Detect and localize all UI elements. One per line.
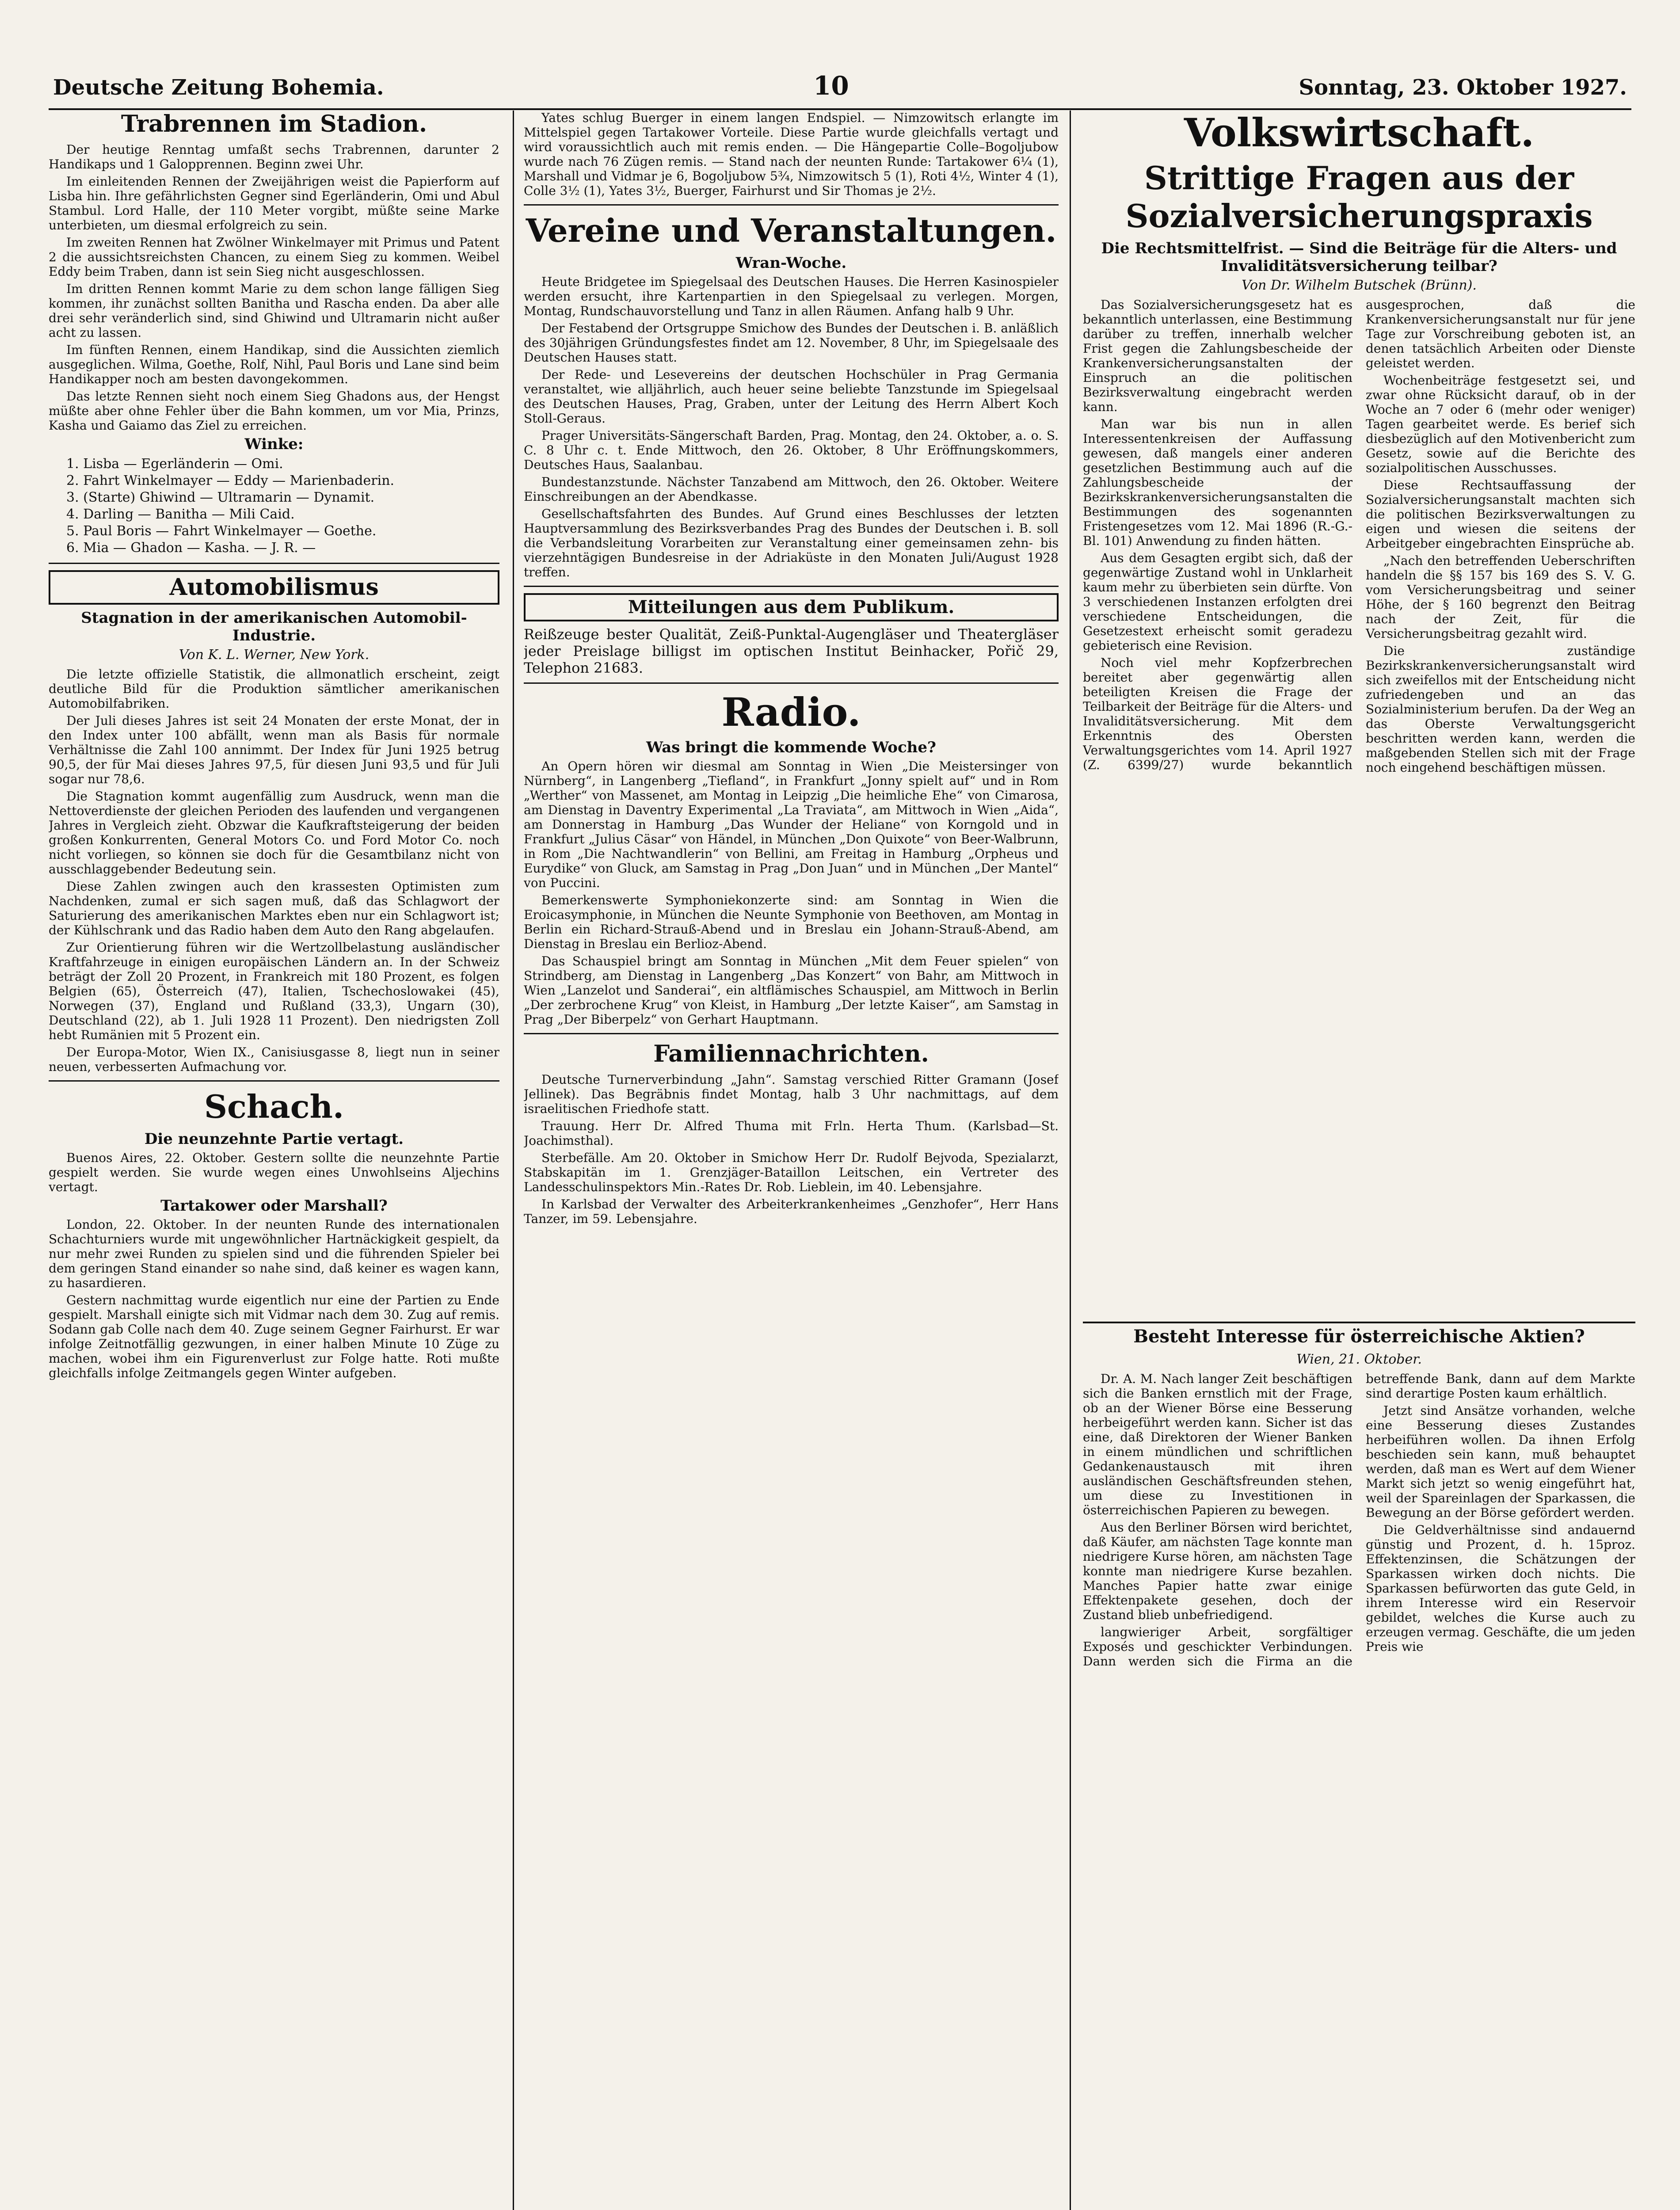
paragraph: Yates schlug Buerger in einem langen Endspiel. — Nimzowitsch erlangte im Mittelspiel gegen Tartakower Vorteile. Diese Partie wurde gleichfalls vertagt und wird voraussichtlich auch mit remis enden. — Die Hängepartie Colle–Bogoljubow wurde nach 76 Zügen remis. — Stand nach der neunten Runde: Tartakower 6¼ (1), Marshall und Vidmar je 6, Bogoljubow 5¾, Nimzowitsch 5 (1), Roti 4½, Winter 4 (1), Colle 3½ (1), Yates 3½, Buerger, Fairhurst und Sir Thomas je 2½. <box>524 110 1059 198</box>
two-column-body <box>1083 1372 1635 1669</box>
paragraph: Gesellschaftsfahrten des Bundes. Auf Grund eines Beschlusses der letzten Hauptversammlung des Bezirksverbandes Prag des Bundes der Deutschen i. B. soll die Verbandsleitung Vorarbeiten zur Veranstaltung einer gemeinsamen zehn- bis vierzehntägigen Bundesreise in der Adriaküste in den Monaten Juli/August 1928 treffen. <box>524 507 1059 579</box>
paragraph: Prager Universitäts-Sängerschaft Barden, Prag. Montag, den 24. Oktober, a. o. S. C. 8 Uhr c. t. Ende Mittwoch, den 26. Oktober, 8 Uhr Eröffnungskommers, Deutsches Haus, Saalanbau. <box>524 428 1059 472</box>
paragraph: Man war bis nun in allen Interessentenkreisen der Auffassung gewesen, daß mangels einer anderen gesetzlichen Bestimmung auch auf die Zahlungsbescheide der Bezirkskrankenversicherungsanstalten die Bestimmungen des sogenannten Fristengesetzes vom 12. Mai 1896 (R.-G.-Bl. 101) Anwendung zu finden hätten. <box>1083 417 1352 548</box>
column-left <box>49 110 499 2210</box>
paragraph: Im zweiten Rennen hat Zwölner Winkelmayer mit Primus und Patent 2 die aussichtsreichsten Chancen, zu einem Sieg zu kommen. Weibel Eddy beim Traben, dann ist sein Sieg nicht ausgeschlossen. <box>49 235 499 279</box>
divider <box>524 1033 1059 1034</box>
paragraph: Im dritten Rennen kommt Marie zu dem schon lange fälligen Sieg kommen, ihr zunächst sollten Banitha und Rascha enden. Da aber alle drei sehr veränderlich sind, sind Ghiwind und Ultramarin nicht außer acht zu lassen. <box>49 282 499 340</box>
paragraph: langwieriger Arbeit, sorgfältiger Exposés und geschickter Verbindungen. Dann werden sich die Firma an die betreffende Bank, dann auf dem Markte sind derartige Posten kaum erhältlich. <box>1083 1372 1635 1669</box>
tips-list <box>66 456 499 556</box>
two-column-body <box>1083 297 1635 775</box>
article-familien <box>524 1040 1059 1226</box>
section-title: Mitteilungen aus dem Publikum. <box>524 593 1059 621</box>
page-header <box>53 66 1627 106</box>
paragraph: In Karlsbad der Verwalter des Arbeiterkrankenheimes „Genzhofer“, Herr Hans Tanzer, im 59. Lebensjahre. <box>524 1197 1059 1226</box>
article-volkswirtschaft <box>1083 110 1635 775</box>
column-divider-2 <box>1070 110 1071 2210</box>
paragraph: Diese Rechtsauffassung der Sozialversicherungsanstalt machten sich die politischen Bezirksverwaltungen zu eigen und wiesen die seitens der Arbeitgeber eingebrachten Einsprüche ab. <box>1366 478 1635 551</box>
advertisement-text: Reißzeuge bester Qualität, Zeiß-Punktal-Augengläser und Theatergläser jeder Preislage billigst im optischen Institut Beinhacker, Pořič 29, Telephon 21683. <box>524 626 1059 676</box>
paragraph: Zur Orientierung führen wir die Wertzollbelastung ausländischer Kraftfahrzeuge in einigen europäischen Ländern an. In der Schweiz beträgt der Zoll 20 Prozent, in Frankreich mit 180 Prozent, es folgen Belgien (65), Österreich (47), Italien, Tschechoslowakei (45), Norwegen (37), England und Rußland (33,3), Ungarn (30), Deutschland (22), ab 1. Juli 1928 11 Prozent). Den niedrigsten Zoll hebt Rumänien mit 5 Prozent ein. <box>49 940 499 1042</box>
paragraph: Die zuständige Bezirkskrankenversicherungsanstalt wird sich zweifellos mit der Entscheidung nicht zufriedengeben und an das Sozialministerium berufen. Da der Weg an das Oberste Verwaltungsgericht beschritten werden kann, werden die maßgebenden Stellen sich mit der Frage noch eingehend beschäftigen müssen. <box>1366 644 1635 775</box>
paragraph: Der Juli dieses Jahres ist seit 24 Monaten der erste Monat, der in den Index unter 100 abfällt, wenn man als Basis für normale Verhältnisse die Zahl 100 annimmt. Der Index für Juni 1925 betrug 90,5, der für Mai dieses Jahres 97,5, für diesen Juni 93,5 und für Juli sogar nur 78,6. <box>49 713 499 786</box>
tip-item: 1. Lisba — Egerländerin — Omi. <box>66 456 283 472</box>
paragraph: Heute Bridgetee im Spiegelsaal des Deutschen Hauses. Die Herren Kasinospieler werden ersucht, ihre Kartenpartien in den Spiegelsaal zu verlegen. Morgen, Montag, Rundschauvorstellung und Tanz in allen Räumen. Anfang halb 9 Uhr. <box>524 274 1059 318</box>
paragraph: Gestern nachmittag wurde eigentlich nur eine der Partien zu Ende gespielt. Marshall einigte sich mit Vidmar nach dem 30. Zug auf remis. Sodann gab Colle nach dem 40. Zuge seinem Gegner Fairhurst. Er war infolge Zeitnotfällig gezwungen, in einer halben Minute 10 Züge zu machen, wobei ihm ein Figurenverlust zur Folge hatte. Roti mußte gleichfalls infolge Zeitmangels gegen Winter aufgeben. <box>49 1293 499 1380</box>
paragraph: Im fünften Rennen, einem Handikap, sind die Aussichten ziemlich ausgeglichen. Wilma, Goethe, Rolf, Nihl, Paul Boris und Lane sind beim Handikapper noch am besten davongekommen. <box>49 343 499 386</box>
paragraph: Im einleitenden Rennen der Zweijährigen weist die Papierform auf Lisba hin. Ihre gefährlichsten Gegner sind Egerländerin, Omi und Abul Stambul. Lord Halle, der 110 Meter vorgibt, müßte seine Marke unterbieten, um diesmal erfolgreich zu sein. <box>49 174 499 232</box>
article-subtitle: Die Rechtsmittelfrist. — Sind die Beiträge für die Alters- und Invaliditätsversicherung teilbar? <box>1101 240 1617 275</box>
paragraph: London, 22. Oktober. In der neunten Runde des internationalen Schachturniers wurde mit ungewöhnlicher Hartnäckigkeit gespielt, da nur mehr zwei Runden zu spielen sind und die führenden Spieler bei dem geringen Stand einander so nahe sind, daß keiner es wagen kann, zu hasardieren. <box>49 1217 499 1290</box>
article-automobilismus <box>49 570 499 1074</box>
tip-item: 4. Darling — Banitha — Mili Caid. <box>66 507 295 522</box>
paragraph: Jetzt sind Ansätze vorhanden, welche eine Besserung dieses Zustandes herbeiführen wollen. Da ihnen Erfolg beschieden sein kann, muß behauptet werden, daß man es Wert auf dem Wiener Markt sich jetzt so wenig eingeführt hat, weil der Spareinlagen der Sparkassen, die Bewegung an der Börse gefördert werden. <box>1366 1403 1635 1520</box>
tip-item: 6. Mia — Ghadon — Kasha. — J. R. — <box>66 540 316 556</box>
divider <box>524 682 1059 684</box>
paragraph: Der heutige Renntag umfaßt sechs Trabrennen, darunter 2 Handikaps und 1 Galopprennen. Beginn zwei Uhr. <box>49 142 499 171</box>
page-number: 10 <box>813 71 849 101</box>
section-title: Familiennachrichten. <box>653 1040 929 1067</box>
dateline: Wien, 21. Oktober. <box>1296 1352 1422 1367</box>
paragraph: Der Rede- und Lesevereins der deutschen Hochschüler in Prag Germania veranstaltet, wie alljährlich, auch heuer seine beliebte Tanzstunde im Spiegelsaal des Deutschen Hauses, Prag, Graben, unter der Leitung des Herrn Albert Koch Stoll-Geraus. <box>524 367 1059 426</box>
issue-date: Sonntag, 23. Oktober 1927. <box>1299 75 1627 100</box>
paragraph: Der Europa-Motor, Wien IX., Canisiusgasse 8, liegt nun in seiner neuen, verbesserten Aufmachung vor. <box>49 1045 499 1074</box>
divider <box>49 1080 499 1082</box>
article-headline: Strittige Fragen aus der Sozialversicherungspraxis <box>1125 159 1593 235</box>
tips-label: Winke: <box>244 435 304 453</box>
article-title: Trabrennen im Stadion. <box>121 110 427 137</box>
column-right-bottom <box>1083 1326 1635 2210</box>
section-title: Schach. <box>204 1088 344 1125</box>
paragraph: Die Stagnation kommt augenfällig zum Ausdruck, wenn man die Nettoverdienste der gleichen Perioden des laufenden und vergangenen Jahres in Vergleich zieht. Obzwar die Kaufkraftsteigerung der beiden großen Konkurrenten, General Motors Co. und Ford Motor Co. noch nicht vorliegen, so können sie doch für die Gesamtbilanz nicht von ausschlaggebender Bedeutung sein. <box>49 789 499 876</box>
paragraph: Trauung. Herr Dr. Alfred Thuma mit Frln. Herta Thum. (Karlsbad—St. Joachimsthal). <box>524 1119 1059 1148</box>
column-divider-1 <box>513 110 514 2210</box>
byline: Von Dr. Wilhelm Butschek (Brünn). <box>1242 278 1477 293</box>
paragraph: Die letzte offizielle Statistik, die allmonatlich erscheint, zeigt deutliche Bild für die Produktion sämtlicher amerikanischen Automobilfabriken. <box>49 667 499 711</box>
paragraph: Sterbefälle. Am 20. Oktober in Smichow Herr Dr. Rudolf Bejvoda, Spezialarzt, Stabskapitän im 1. Grenzjäger-Bataillon Leitschen, ein Vertreter des Landesschulinspektors Min.-Rates Dr. Rob. Lieblein, im 40. Lebensjahre. <box>524 1151 1059 1194</box>
header-rule <box>49 108 1631 110</box>
paragraph: Der Festabend der Ortsgruppe Smichow des Bundes der Deutschen i. B. anläßlich des 30jährigen Gründungsfestes findet am 12. November, 8 Uhr, im Spiegelsaale des Deutschen Hauses statt. <box>524 321 1059 365</box>
article-chess-continued <box>524 110 1059 198</box>
divider <box>524 586 1059 587</box>
paragraph: Noch viel mehr Kopfzerbrechen bereitet aber gegenwärtig allen beteiligten Kreisen die Frage der Teilbarkeit der Beiträge für die Alters- und Invaliditätsversicherung. Mit dem Erkenntnis des Obersten Verwaltungsgerichtes vom 14. April 1927 (Z. 6399/27) wurde bekanntlich ausgesprochen, daß die Krankenversicherungsanstalt nur für jene Tage zur Vorschreibung geboten ist, an denen tatsächlich Arbeiten oder Dienste geleistet werden. <box>1083 297 1635 772</box>
paragraph: Die Geldverhältnisse sind andauernd günstig und Prozent, d. h. 15proz. Effektenzinsen, die Schätzungen der Sparkassen wirken doch nichts. Die Sparkassen befürworten das gute Geld, in ihrem Interesse wird ein Reservoir gebildet, welches die Kurse auch zu erzeugen vermag. Geschäfte, die um jeden Preis wie <box>1366 1523 1635 1654</box>
article-subtitle: Stagnation in der amerikanischen Automobil-Industrie. <box>81 609 467 644</box>
paragraph: „Nach den betreffenden Ueberschriften handeln die §§ 157 bis 169 des S. V. G. vom Versicherungsbeitrag und seiner Höhe, der § 160 begrenzt den Beitrag nach der Zeit, für die Versicherungsbeitrag gezahlt wird. <box>1366 553 1635 641</box>
tip-item: 5. Paul Boris — Fahrt Winkelmayer — Goethe. <box>66 523 377 539</box>
paragraph: Bundestanzstunde. Nächster Tanzabend am Mittwoch, den 26. Oktober. Weitere Einschreibungen an der Abendkasse. <box>524 475 1059 504</box>
tip-item: 3. (Starte) Ghiwind — Ultramarin — Dynamit. <box>66 490 375 505</box>
section-title: Automobilismus <box>49 570 499 605</box>
paragraph: Wochenbeiträge festgesetzt sei, und zwar ohne Rücksicht darauf, ob in der Woche an 7 oder 6 (mehr oder weniger) Tagen gearbeitet werde. Es berief sich diesbezüglich auf den Motivenbericht zum Gesetz, sowie auf die Berichte des sozialpolitischen Ausschusses. <box>1366 373 1635 475</box>
byline: Von K. L. Werner, New York. <box>179 647 370 663</box>
paragraph: Dr. A. M. Nach langer Zeit beschäftigen sich die Banken ernstlich mit der Frage, ob an der Wiener Börse eine Besserung herbeigeführt werden kann. Sicher ist das eine, daß Direktoren der Wiener Banken in einem mündlichen und schriftlichen Gedankenaustausch mit ihren ausländischen Geschäftsfreunden stehen, um diese zu Investitionen in österreichischen Papieren zu bewegen. <box>1083 1372 1352 1517</box>
article-subtitle: Die neunzehnte Partie vertagt. <box>144 1130 404 1148</box>
paragraph: Bemerkenswerte Symphoniekonzerte sind: am Sonntag in Wien die Eroicasymphonie, in München die Neunte Symphonie von Beethoven, am Montag in Berlin ein Richard-Strauß-Abend und in Breslau ein Johann-Strauß-Abend, am Dienstag in Breslau ein Berlioz-Abend. <box>524 893 1059 951</box>
article-aktien <box>1083 1326 1635 1669</box>
article-headline: Besteht Interesse für österreichische Aktien? <box>1133 1326 1585 1347</box>
paragraph: Diese Zahlen zwingen auch den krassesten Optimisten zum Nachdenken, zumal er sich sagen muß, daß das Schlagwort der Saturierung des amerikanischen Marktes eben nur ein Schlagwort ist; der Kühlschrank und das Radio haben dem Auto den Rang abgelaufen. <box>49 879 499 937</box>
column-right-top <box>1083 110 1635 1414</box>
paragraph: Das letzte Rennen sieht noch einem Sieg Ghadons aus, der Hengst müßte aber ohne Fehler über die Bahn kommen, um vor Mia, Prinzs, Kasha und Gaiamo das Ziel zu erreichen. <box>49 389 499 433</box>
article-radio <box>524 690 1059 1027</box>
tip-item: 2. Fahrt Winkelmayer — Eddy — Marienbaderin. <box>66 473 395 488</box>
section-title: Radio. <box>721 689 861 735</box>
column-middle <box>524 110 1059 2210</box>
paragraph: Das Schauspiel bringt am Sonntag in München „Mit dem Feuer spielen“ von Strindberg, am Dienstag in Langenberg „Das Konzert“ von Bahr, am Mittwoch in Wien „Lanzelot und Sanderai“, ein altflämisches Schauspiel, am Mittwoch in Berlin „Der zerbrochene Krug“ von Kleist, in Hamburg „Der letzte Kaiser“, am Samstag in Prag „Der Biberpelz“ von Gerhart Hauptmann. <box>524 954 1059 1027</box>
divider <box>524 204 1059 206</box>
paragraph: Das Sozialversicherungsgesetz hat es bekanntlich unterlassen, eine Bestimmung darüber zu treffen, innerhalb welcher Frist gegen die Zahlungsbescheide der Krankenversicherungsanstalten der Einspruch an die politischen Bezirksverwaltung eingebracht werden kann. <box>1083 297 1352 414</box>
divider <box>49 563 499 564</box>
article-mitteilungen <box>524 593 1059 676</box>
article-subtitle: Was bringt die kommende Woche? <box>646 739 936 756</box>
paragraph: Aus den Berliner Börsen wird berichtet, daß Käufer, am nächsten Tage konnte man niedrigere Kurse hören, am nächsten Tage konnte man niedrigere Kurse bezahlen. Manches Papier hatte zwar einige Effektenpakete gesehen, doch der Zustand blieb unbefriedigend. <box>1083 1520 1352 1622</box>
article-schach <box>49 1088 499 1380</box>
paragraph: Buenos Aires, 22. Oktober. Gestern sollte die neunzehnte Partie gespielt werden. Sie wurde wegen eines Unwohlseins Aljechins vertagt. <box>49 1151 499 1194</box>
paragraph: Deutsche Turnerverbindung „Jahn“. Samstag verschied Ritter Gramann (Josef Jellinek). Das Begräbnis findet Montag, halb 3 Uhr nachmittags, auf dem israelitischen Friedhofe statt. <box>524 1072 1059 1116</box>
paragraph: An Opern hören wir diesmal am Sonntag in Wien „Die Meistersinger von Nürnberg“, in Langenberg „Tiefland“, in Frankfurt „Jonny spielt auf“ und in Rom „Werther“ von Massenet, am Montag in Leipzig „Die heimliche Ehe“ von Cimarosa, am Dienstag in Daventry Experimental „La Traviata“, am Mittwoch in Wien „Aida“, am Donnerstag in Hamburg „Das Wunder der Heliane“ von Korngold und in Frankfurt „Julius Cäsar“ von Händel, in München „Don Quixote“ von Beer-Walbrunn, in Rom „Die Nachtwandlerin“ von Bellini, am Freitag in Hamburg „Orpheus und Eurydike“ von Gluck, am Samstag in Prag „Don Juan“ und in München „Der Mantel“ von Puccini. <box>524 759 1059 890</box>
section-divider <box>1083 1322 1635 1323</box>
article-trabrennen <box>49 110 499 556</box>
paragraph: Aus dem Gesagten ergibt sich, daß der gegenwärtige Zustand wohl in Unklarheit kaum mehr zu überbieten sein dürfte. Von 3 verschiedenen Instanzen erfolgten drei verschiedene Entscheidungen, die Gesetzestext erheischt somit geradezu gebieterisch eine Revision. <box>1083 551 1352 653</box>
section-title: Volkswirtschaft. <box>1184 110 1535 156</box>
article-subtitle: Wran-Woche. <box>735 254 847 272</box>
article-subtitle: Tartakower oder Marshall? <box>160 1197 388 1215</box>
article-vereine <box>524 212 1059 579</box>
section-title: Vereine und Veranstaltungen. <box>526 212 1057 249</box>
paper-name: Deutsche Zeitung Bohemia. <box>53 75 384 100</box>
